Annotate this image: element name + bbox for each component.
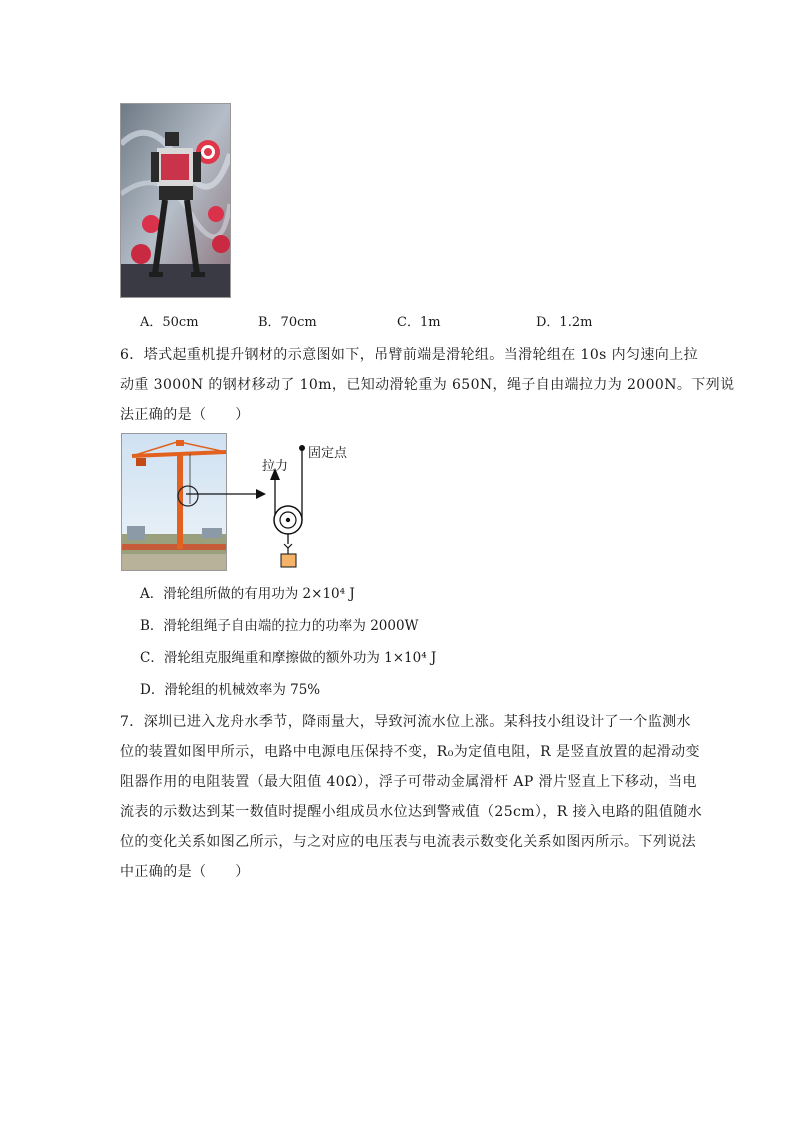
load-block [281, 554, 296, 567]
pointer-arrow [186, 470, 266, 510]
q5-option-d: D．1.2m [536, 315, 593, 330]
q7-line-5: 位的变化关系如图乙所示，与之对应的电压表与电流表示数变化关系如图丙所示。下列说法 [120, 834, 696, 850]
q5-option-a: A．50cm [140, 315, 199, 330]
q6-line-3: 法正确的是（ ） [120, 407, 250, 423]
q6-choice-b: B．滑轮组绳子自由端的拉力的功率为 2000W [140, 618, 419, 634]
q6-choice-a: A．滑轮组所做的有用功为 2×10⁴ J [140, 586, 355, 602]
q7-line-2: 位的装置如图甲所示，电路中电源电压保持不变，R₀为定值电阻，R 是竖直放置的起滑动变 [120, 744, 700, 760]
robot-photo [120, 103, 231, 298]
pull-label: 拉力 [262, 459, 289, 474]
robot-photo-art [121, 104, 230, 297]
q6-choice-c: C．滑轮组克服绳重和摩擦做的额外功为 1×10⁴ J [140, 650, 437, 666]
q7-line-3: 阻器作用的电阻装置（最大阻值 40Ω），浮子可带动金属滑杆 AP 滑片竖直上下移动，当电 [120, 774, 697, 790]
q5-option-b: B．70cm [258, 315, 317, 330]
fixed-point-label: 固定点 [308, 446, 348, 461]
q7-line-4: 流表的示数达到某一数值时提醒小组成员水位达到警戒值（25cm），R 接入电路的阻值随水 [120, 804, 703, 820]
q6-choice-d: D．滑轮组的机械效率为 75% [140, 682, 321, 698]
q5-option-c: C．1m [397, 315, 441, 330]
q7-line-1: 7．深圳已进入龙舟水季节，降雨量大，导致河流水位上涨。某科技小组设计了一个监测水 [120, 714, 691, 730]
q6-line-2: 动重 3000N 的钢材移动了 10m，已知动滑轮重为 650N，绳子自由端拉力为 2000N。下列说 [120, 377, 735, 393]
q6-line-1: 6．塔式起重机提升钢材的示意图如下，吊臂前端是滑轮组。当滑轮组在 10s 内匀速向上拉 [120, 347, 699, 363]
q7-line-6: 中正确的是（ ） [120, 864, 250, 880]
